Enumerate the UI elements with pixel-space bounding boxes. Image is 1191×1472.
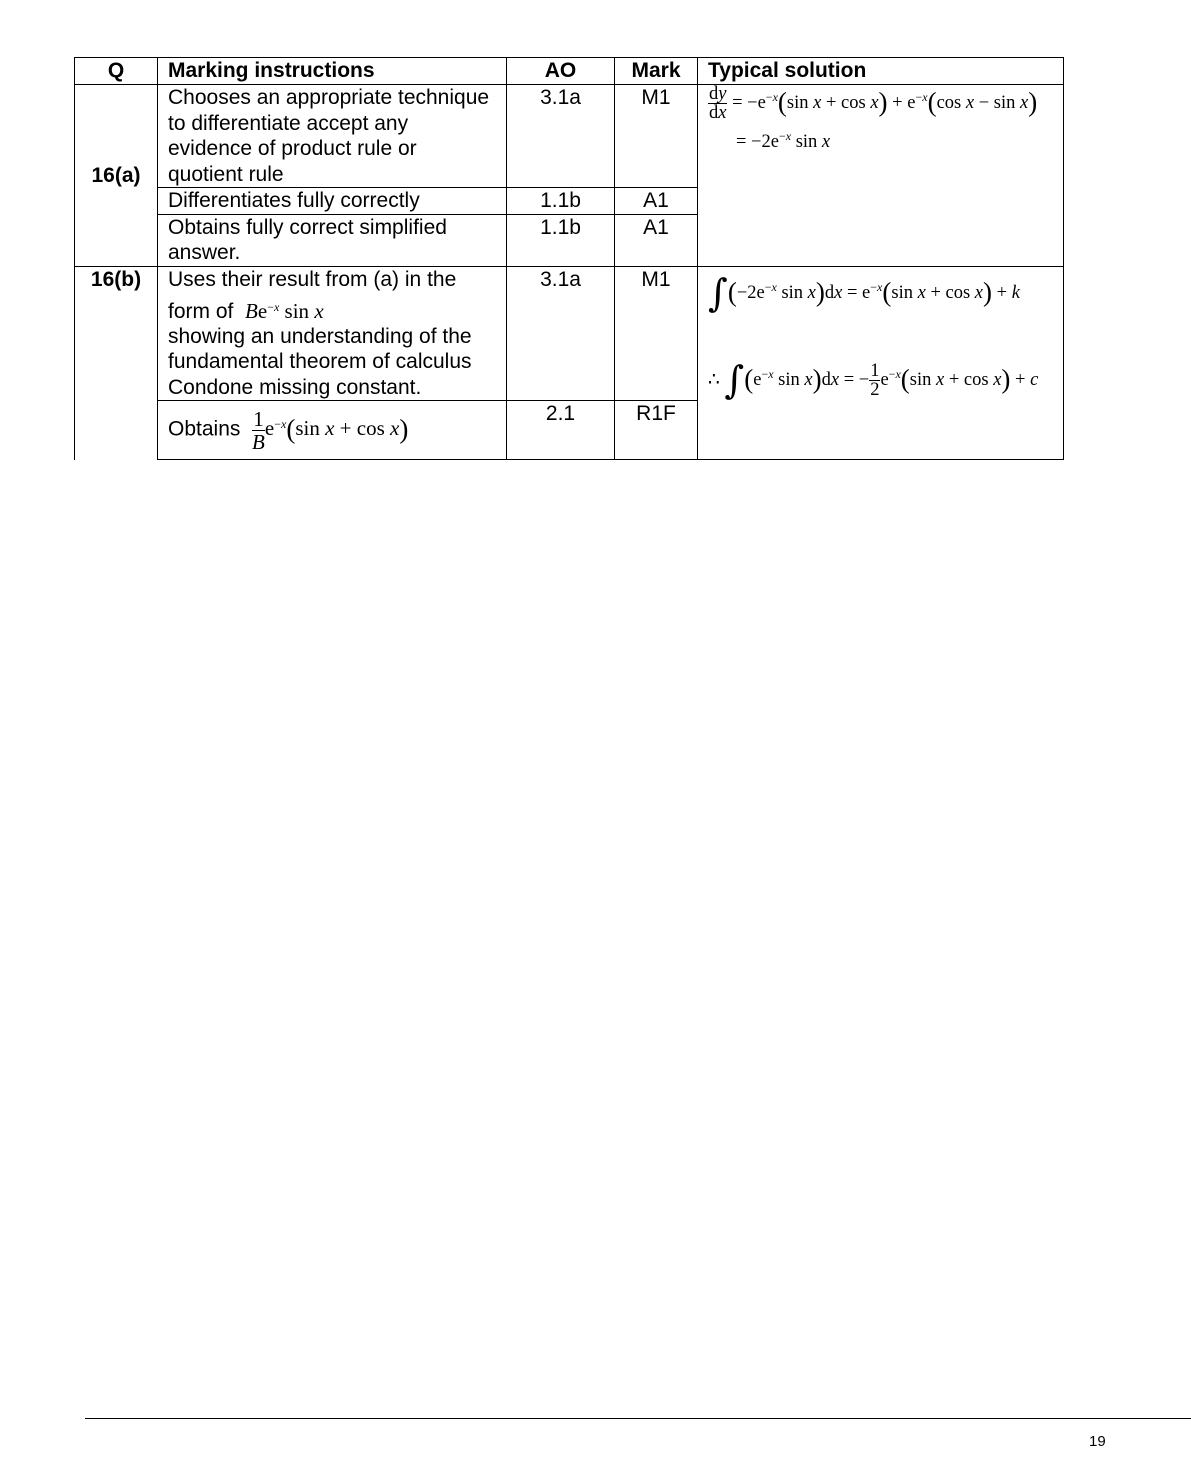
ao-value: 3.1a [507,85,615,188]
marking-scheme-table [74,57,1064,460]
solution-16b-line2: ∴ $\int(e^{-x}$ sin x)dx = − $\frac{1}{2}$ $e^{-x}(\sin$ x + cos x) + c [708,358,1039,402]
mark-value: M1 [615,266,698,401]
mark-value: M1 [615,85,698,188]
dy-dx-fraction: $\frac{dy}{dx}$ [709,84,727,124]
integral-sign: ∫ [708,270,728,315]
mark-value: A1 [615,214,698,266]
header-typical-solution: Typical solution [698,58,1064,85]
header-ao: AO [507,58,615,85]
marking-rest: showing an understanding of the fundamental theorem of calculus Condone missing constant. [168,324,472,399]
solution-16a-line1: $\frac{dy}{dx}$ = $-e^{-x}(\sin$ $x + \cos x) + e^{-x}(\cos$ x − sin x) [709,84,1038,124]
marking-form-of: form of [168,300,234,323]
question-number-16b: 16(b) [75,266,158,460]
question-number-16a: 16(a) [75,85,158,267]
table-row [75,266,1064,401]
marking-instruction: Differentiates fully correctly [158,188,507,215]
mark-value: R1F [615,401,698,460]
marking-form-line [168,295,496,325]
marking-prefix: Obtains [168,416,241,440]
one-half-fraction: $\frac{1}{2}$ [870,361,880,401]
page-number: 19 [1089,1433,1106,1450]
header-mark: Mark [615,58,698,85]
ao-value: 1.1b [507,188,615,215]
solution-16a-line2: = $-2e^{-x}$ sin x [736,129,831,153]
marking-instruction: Obtains fully correct simplified answer. [158,214,507,266]
typical-solution-16a [698,85,1064,267]
header-marking-instructions: Marking instructions [158,58,507,85]
ao-value: 2.1 [507,401,615,460]
table-row [75,85,1064,188]
mark-value: A1 [615,188,698,215]
header-row [75,58,1064,85]
marking-instruction: Chooses an appropriate technique to differentiate accept any evidence of product rule or quotient rule [158,85,507,188]
ao-value: 1.1b [507,214,615,266]
header-q: Q [75,58,158,85]
marking-instruction [158,266,507,401]
integral-sign: ∫ [724,358,745,402]
solution-16b-line1: $\int(-2e^{-x}$ $\sin x)dx = e^{-x}(\sin$ x + cos x) + k [708,270,1020,315]
marking-line: Uses their result from (a) in the [168,267,457,291]
footer-rule [85,1418,1191,1419]
math-obtains-expression: $\frac{1}{B}$ $e^{-x}(\sin$ x + cos x) [252,406,409,454]
one-over-B-fraction: $\frac{1}{B}$ [252,406,265,454]
marking-instruction [158,401,507,460]
typical-solution-16b [698,266,1064,460]
ao-value: 3.1a [507,266,615,401]
math-B-e-sin: $Be^{-x}$ sin x [245,299,324,323]
